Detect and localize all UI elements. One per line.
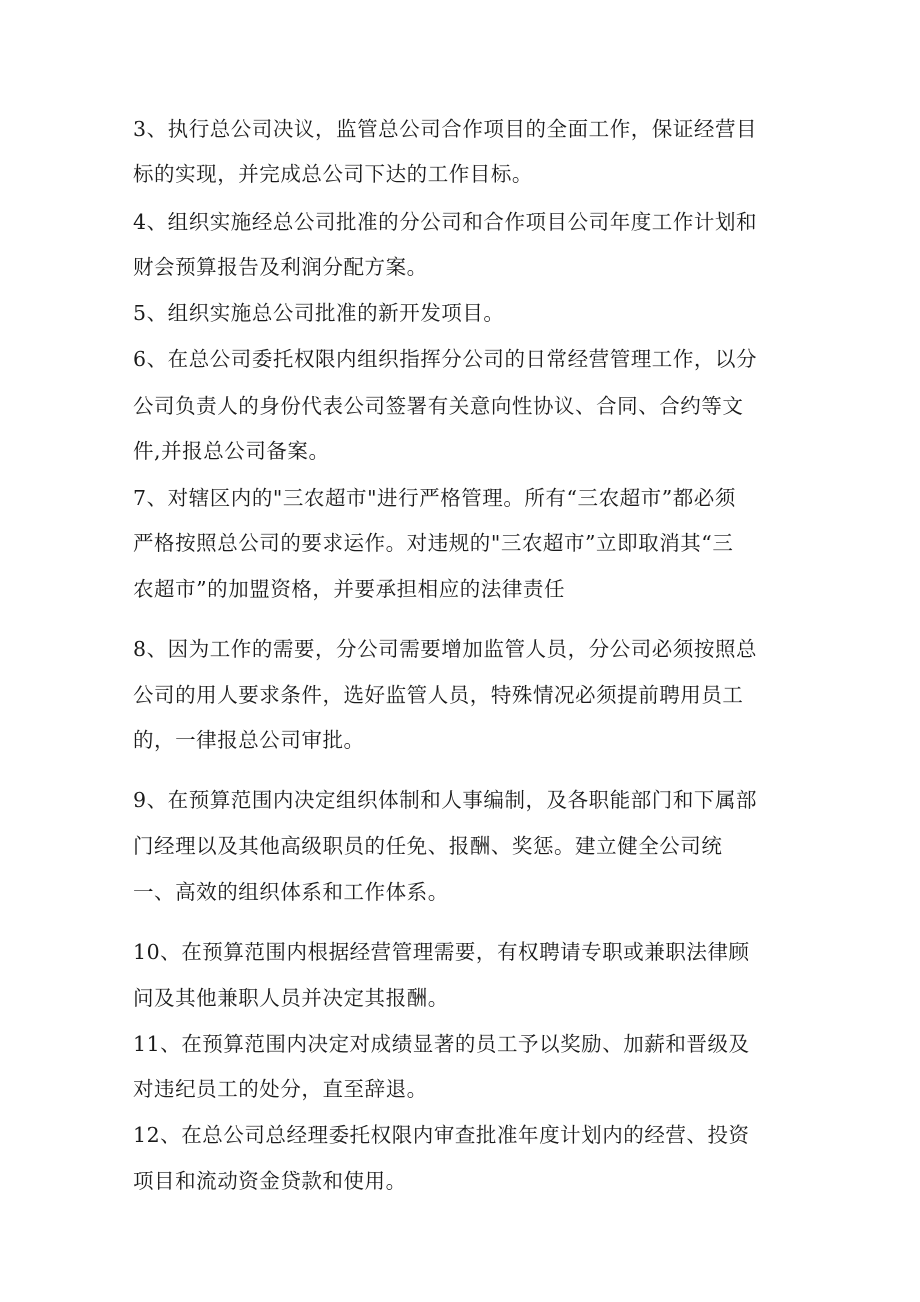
item-6-line-2: 公司负责人的身份代表公司签署有关意向性协议、合同、合约等文 xyxy=(133,394,744,418)
item-9-line-3: 一、高效的组织体系和工作体系。 xyxy=(133,880,449,904)
item-9-line-2: 门经理以及其他高级职员的任免、报酬、奖惩。建立健全公司统 xyxy=(133,834,723,858)
item-8-line-1: 8、因为工作的需要，分公司需要增加监管人员，分公司必须按照总 xyxy=(133,637,758,661)
item-12-line-1: 12、在总公司总经理委托权限内审查批准年度计划内的经营、投资 xyxy=(133,1123,750,1147)
item-4-line-2: 财会预算报告及利润分配方案。 xyxy=(133,255,428,279)
item-12-line-2: 项目和流动资金贷款和使用。 xyxy=(133,1169,407,1193)
item-7-line-1: 7、对辖区内的"三农超市"进行严格管理。所有“三农超市”都必须 xyxy=(133,486,736,510)
item-3-line-2: 标的实现，并完成总公司下达的工作目标。 xyxy=(133,162,533,186)
item-3-line-1: 3、执行总公司决议，监管总公司合作项目的全面工作，保证经营目 xyxy=(133,117,758,141)
item-10-line-1: 10、在预算范围内根据经营管理需要，有权聘请专职或兼职法律顾 xyxy=(133,940,750,964)
item-7-line-2: 严格按照总公司的要求运作。对违规的"三农超市”立即取消其“三 xyxy=(133,531,734,555)
item-8-line-2: 公司的用人要求条件，选好监管人员，特殊情况必须提前聘用员工 xyxy=(133,683,744,707)
item-7-line-3: 农超市”的加盟资格，并要承担相应的法律责任 xyxy=(133,577,566,601)
item-11-line-1: 11、在预算范围内决定对成绩显著的员工予以奖励、加薪和晋级及 xyxy=(133,1032,750,1056)
item-5-line-1: 5、组织实施总公司批准的新开发项目。 xyxy=(133,301,505,325)
item-4-line-1: 4、组织实施经总公司批准的分公司和合作项目公司年度工作计划和 xyxy=(133,210,758,234)
item-11-line-2: 对违纪员工的处分，直至辞退。 xyxy=(133,1077,428,1101)
item-10-line-2: 问及其他兼职人员并决定其报酬。 xyxy=(133,986,449,1010)
item-6-line-3: 件,并报总公司备案。 xyxy=(133,439,330,463)
item-6-line-1: 6、在总公司委托权限内组织指挥分公司的日常经营管理工作，以分 xyxy=(133,347,758,371)
item-8-line-3: 的，一律报总公司审批。 xyxy=(133,728,365,752)
item-9-line-1: 9、在预算范围内决定组织体制和人事编制，及各职能部门和下属部 xyxy=(133,788,758,812)
